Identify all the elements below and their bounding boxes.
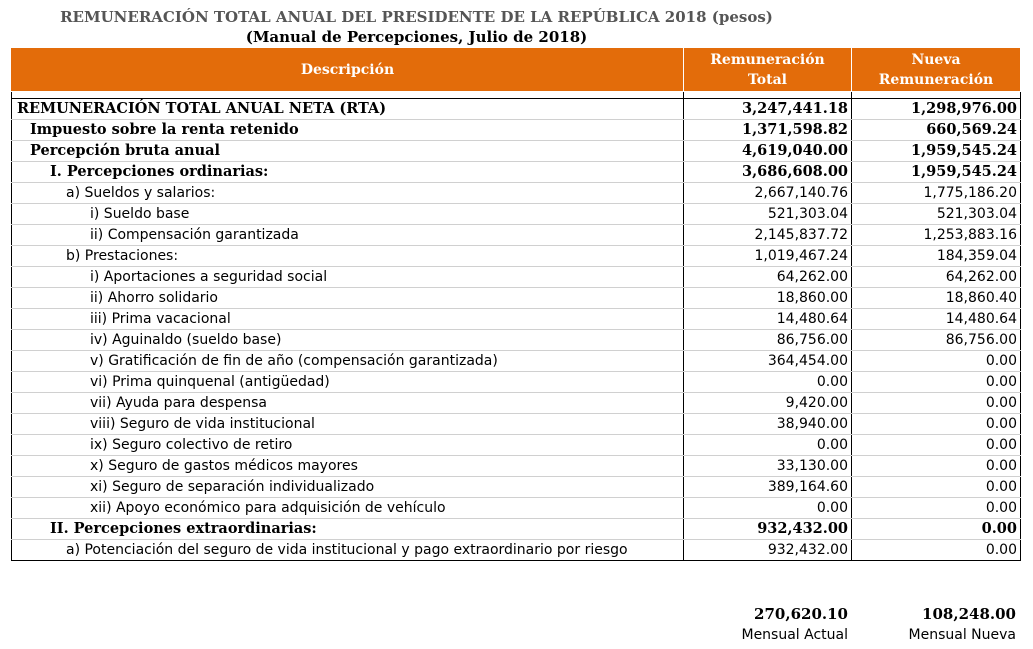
table-row — [12, 498, 1021, 519]
row-nueva: 0.00 — [852, 372, 1021, 393]
row-nueva: 184,359.04 — [852, 246, 1021, 267]
row-total: 389,164.60 — [684, 477, 852, 498]
table-row — [12, 288, 1021, 309]
table-row — [12, 246, 1021, 267]
row-description: Percepción bruta anual — [12, 141, 684, 162]
table-row — [12, 477, 1021, 498]
row-total: 86,756.00 — [684, 330, 852, 351]
row-description: x) Seguro de gastos médicos mayores — [12, 456, 684, 477]
row-nueva: 0.00 — [852, 477, 1021, 498]
table-row — [12, 393, 1021, 414]
table-row — [12, 141, 1021, 162]
row-description: REMUNERACIÓN TOTAL ANUAL NETA (RTA) — [12, 99, 684, 120]
table-row — [12, 519, 1021, 540]
table-row — [12, 309, 1021, 330]
row-total: 3,247,441.18 — [684, 99, 852, 120]
row-nueva: 0.00 — [852, 351, 1021, 372]
row-total: 2,667,140.76 — [684, 183, 852, 204]
row-nueva: 0.00 — [852, 414, 1021, 435]
row-nueva: 0.00 — [852, 498, 1021, 519]
row-total: 364,454.00 — [684, 351, 852, 372]
column-header-total-line2: Total — [747, 71, 787, 88]
row-nueva: 1,959,545.24 — [852, 162, 1021, 183]
monthly-actual — [700, 605, 848, 643]
monthly-actual-value: 270,620.10 — [754, 605, 848, 623]
row-description: ii) Ahorro solidario — [12, 288, 684, 309]
row-description: b) Prestaciones: — [12, 246, 684, 267]
row-nueva: 1,298,976.00 — [852, 99, 1021, 120]
table-row — [12, 330, 1021, 351]
row-total: 1,371,598.82 — [684, 120, 852, 141]
row-nueva: 0.00 — [852, 393, 1021, 414]
row-total: 0.00 — [684, 498, 852, 519]
row-total: 0.00 — [684, 372, 852, 393]
row-description: ii) Compensación garantizada — [12, 225, 684, 246]
table-row — [12, 456, 1021, 477]
row-nueva: 18,860.40 — [852, 288, 1021, 309]
row-description: ix) Seguro colectivo de retiro — [12, 435, 684, 456]
row-nueva: 521,303.04 — [852, 204, 1021, 225]
row-total: 1,019,467.24 — [684, 246, 852, 267]
monthly-nueva-label: Mensual Nueva — [908, 627, 1016, 643]
row-total: 38,940.00 — [684, 414, 852, 435]
column-header-nueva-line1: Nueva — [911, 51, 961, 68]
row-description: iii) Prima vacacional — [12, 309, 684, 330]
row-description: I. Percepciones ordinarias: — [12, 162, 684, 183]
row-total: 932,432.00 — [684, 540, 852, 561]
row-total: 18,860.00 — [684, 288, 852, 309]
row-nueva: 1,253,883.16 — [852, 225, 1021, 246]
report-subtitle: (Manual de Percepciones, Julio de 2018) — [245, 28, 588, 46]
table-row — [12, 204, 1021, 225]
row-description: II. Percepciones extraordinarias: — [12, 519, 684, 540]
row-total: 14,480.64 — [684, 309, 852, 330]
report-title: REMUNERACIÓN TOTAL ANUAL DEL PRESIDENTE DE LA REPÚBLICA 2018 (pesos) — [60, 8, 773, 26]
row-description: i) Sueldo base — [12, 204, 684, 225]
row-description: vi) Prima quinquenal (antigüedad) — [12, 372, 684, 393]
monthly-actual-label: Mensual Actual — [741, 627, 848, 643]
row-description: xi) Seguro de separación individualizado — [12, 477, 684, 498]
row-nueva: 1,959,545.24 — [852, 141, 1021, 162]
row-total: 932,432.00 — [684, 519, 852, 540]
column-header-nueva-line2: Remuneración — [878, 71, 994, 88]
table-header-row — [12, 48, 1021, 92]
row-nueva: 660,569.24 — [852, 120, 1021, 141]
row-description: iv) Aguinaldo (sueldo base) — [12, 330, 684, 351]
table-row — [12, 162, 1021, 183]
row-description: i) Aportaciones a seguridad social — [12, 267, 684, 288]
table-row — [12, 351, 1021, 372]
remuneration-table — [11, 47, 1021, 561]
row-description: a) Sueldos y salarios: — [12, 183, 684, 204]
row-nueva: 64,262.00 — [852, 267, 1021, 288]
table-row — [12, 225, 1021, 246]
monthly-nueva-value: 108,248.00 — [922, 605, 1016, 623]
row-total: 2,145,837.72 — [684, 225, 852, 246]
column-header-nueva — [852, 48, 1021, 92]
row-nueva: 14,480.64 — [852, 309, 1021, 330]
row-nueva: 86,756.00 — [852, 330, 1021, 351]
row-description: a) Potenciación del seguro de vida institucional y pago extraordinario por riesgo — [12, 540, 684, 561]
row-nueva: 0.00 — [852, 519, 1021, 540]
column-header-descripcion: Descripción — [12, 48, 684, 92]
table-row — [12, 372, 1021, 393]
table-row — [12, 267, 1021, 288]
table-row — [12, 540, 1021, 561]
row-total: 0.00 — [684, 435, 852, 456]
table-row — [12, 435, 1021, 456]
row-total: 9,420.00 — [684, 393, 852, 414]
row-description: vii) Ayuda para despensa — [12, 393, 684, 414]
row-nueva: 1,775,186.20 — [852, 183, 1021, 204]
spacer-row — [12, 92, 1021, 99]
table-row — [12, 183, 1021, 204]
column-header-total — [684, 48, 852, 92]
row-nueva: 0.00 — [852, 456, 1021, 477]
table-row — [12, 99, 1021, 120]
row-description: v) Gratificación de fin de año (compensación garantizada) — [12, 351, 684, 372]
row-total: 4,619,040.00 — [684, 141, 852, 162]
row-description: xii) Apoyo económico para adquisición de vehículo — [12, 498, 684, 519]
row-total: 521,303.04 — [684, 204, 852, 225]
column-header-total-line1: Remuneración — [710, 51, 825, 68]
row-description: viii) Seguro de vida institucional — [12, 414, 684, 435]
table-row — [12, 414, 1021, 435]
row-total: 3,686,608.00 — [684, 162, 852, 183]
row-total: 33,130.00 — [684, 456, 852, 477]
row-nueva: 0.00 — [852, 435, 1021, 456]
table-row — [12, 120, 1021, 141]
row-nueva: 0.00 — [852, 540, 1021, 561]
row-total: 64,262.00 — [684, 267, 852, 288]
monthly-nueva — [870, 605, 1016, 643]
row-description: Impuesto sobre la renta retenido — [12, 120, 684, 141]
